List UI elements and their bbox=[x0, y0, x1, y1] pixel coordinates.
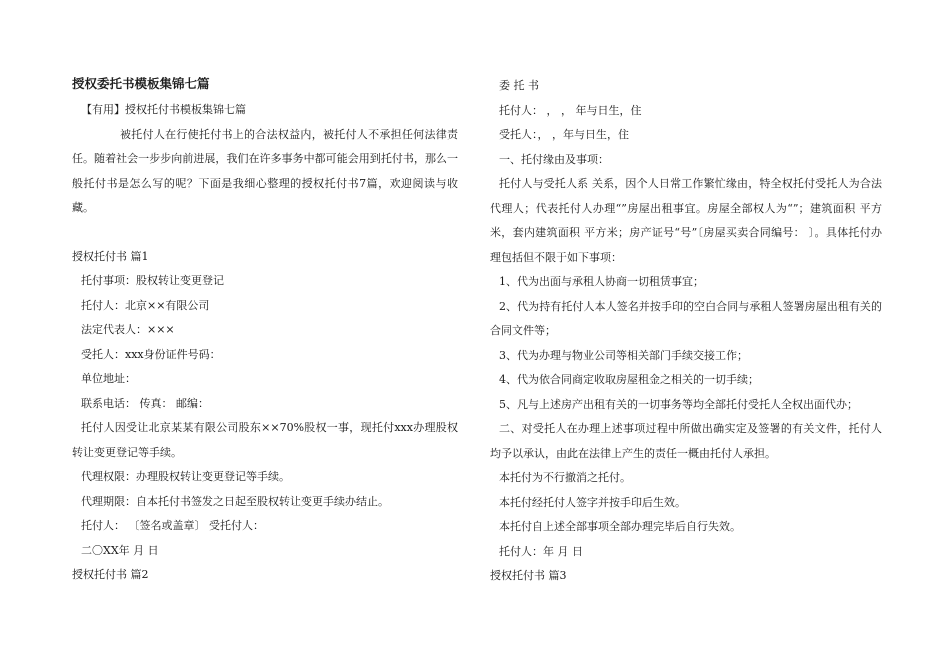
list-item: 3、代为办理与物业公司等相关部门手续交接工作； bbox=[499, 348, 748, 362]
letter-heading: 委 托 书 bbox=[499, 79, 539, 92]
document-title: 授权委托书模板集锦七篇 bbox=[72, 76, 210, 91]
intro-label: 【有用】授权托付书模板集锦七篇 bbox=[81, 103, 246, 116]
matter-line: 托付事项：股权转让变更登记 bbox=[81, 274, 224, 287]
legal-rep-line: 法定代表人：××× bbox=[81, 323, 175, 336]
expiry-line: 本托付自上述全部事项全部办理完毕后自行失效。 bbox=[499, 520, 741, 533]
date-line: 托付人：年 月 日 bbox=[499, 544, 583, 558]
agency-scope-line: 代理权限：办理股权转让变更登记等手续。 bbox=[81, 470, 290, 483]
left-column bbox=[72, 74, 458, 588]
effective-line: 本托付经托付人签字并按手印后生效。 bbox=[499, 495, 686, 509]
list-item: 5、凡与上述房产出租有关的一切事务等均全部托付受托人全权出面代办； bbox=[499, 397, 858, 411]
section-one-paragraph: 托付人与受托人系 关系，因个人日常工作繁忙缘由，特全权托付受托人为合法代理人；代表托付人办理“”房屋出租事宜。房屋全部权人为“”；建筑面积 平方米，套内建筑面积 平方米；房产证号“号”〔房屋买卖合同编号： 〕。具体托付办理包括但不限于如下事项： bbox=[490, 177, 882, 264]
list-item: 4、代为依合同商定收取房屋租金之相关的一切手续； bbox=[499, 373, 759, 386]
agent-line: 受托人：， ，年与日生，住 bbox=[499, 128, 629, 141]
date-line: 二〇XX年 月 日 bbox=[81, 543, 159, 557]
intro-paragraph: 被托付人在行使托付书上的合法权益内，被托付人不承担任何法律责任。随着社会一步步向前进展，我们在许多事务中都可能会用到托付书，那么一般托付书是怎么写的呢？下面是我细心整理的授权托付书7篇，欢迎阅读与收藏。 bbox=[72, 127, 458, 214]
body-paragraph: 托付人因受让北京某某有限公司股东××70%股权一事，现托付xxx办理股权转让变更登记等手续。 bbox=[72, 421, 458, 459]
unit-address-line: 单位地址： bbox=[81, 372, 136, 385]
list-item: 1、代为出面与承租人协商一切租赁事宜； bbox=[499, 275, 704, 288]
section-one-heading: 一、托付缘由及事项： bbox=[499, 152, 609, 166]
signatures-line: 托付人： 〔签名或盖章〕 受托付人： bbox=[81, 519, 264, 532]
principal-line: 托付人： ， ， 年与日生，住 bbox=[499, 103, 642, 117]
principal-line: 托付人：北京××有限公司 bbox=[81, 298, 210, 312]
agency-period-line: 代理期限：自本托付书签发之日起至股权转让变更手续办结止。 bbox=[81, 494, 389, 508]
list-item: 2、代为持有托付人本人签名并按手印的空白合同与承租人签署房屋出租有关的合同文件等； bbox=[490, 299, 882, 337]
section-2-title: 授权托付书 篇2 bbox=[72, 568, 149, 581]
section-1-title: 授权托付书 篇1 bbox=[72, 249, 149, 263]
contact-line: 联系电话： 传真： 邮编： bbox=[81, 396, 209, 410]
spacer bbox=[72, 221, 458, 245]
section-3-title: 授权托付书 篇3 bbox=[490, 569, 567, 582]
right-column bbox=[490, 74, 882, 589]
irrevocable-line: 本托付为不行撤消之托付。 bbox=[499, 471, 631, 484]
agent-line: 受托人：xxx身份证件号码： bbox=[81, 347, 221, 361]
section-two-paragraph: 二、对受托人在办理上述事项过程中所做出确实定及签署的有关文件，托付人均予以承认，由此在法律上产生的责任一概由托付人承担。 bbox=[490, 422, 882, 460]
